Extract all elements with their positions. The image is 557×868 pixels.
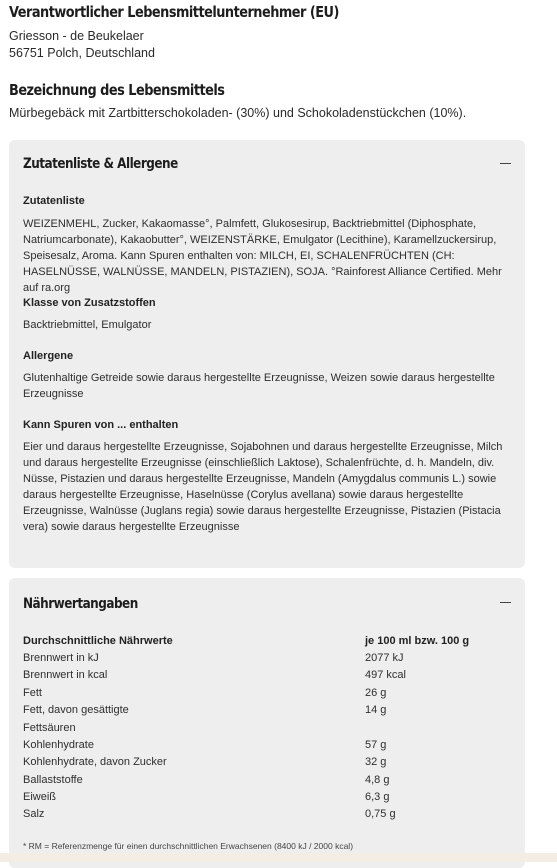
table-row — [23, 669, 513, 686]
collapse-icon[interactable] — [500, 602, 511, 603]
nutrition-panel — [9, 578, 525, 868]
nutrient-value: 6,3 g — [365, 791, 390, 803]
nutrient-value: 2077 kJ — [365, 652, 404, 664]
ingredients-allergens-panel — [9, 140, 525, 568]
nutrient-label: Eiweiß — [23, 791, 57, 803]
ingredients-text: WEIZENMEHL, Zucker, Kakaomasse°, Palmfett, Glukosesirup, Backtriebmittel (Diphosphate, Natriumcarbonate), Kakaobutter°, WEIZENSTÄRKE, Emulgator (Lecithine), Karamellzuckersirup, Speisesalz, Aroma. Kann Spuren enthalten von: MILCH, EI, SCHALENFRÜCHTEN (CH: HASELNÜSSE, WALNÜSSE, MANDELN, PISTAZIEN), SOJA. °Rainforest Alliance Certified. Mehr auf ra.org — [23, 218, 502, 294]
nutrient-value: 497 kcal — [365, 669, 406, 681]
nutrient-value: 32 g — [365, 756, 387, 768]
traces-text: Eier und daraus hergestellte Erzeugnisse, Sojabohnen und daraus hergestellte Erzeugnisse, Milch und daraus hergestellte Erzeugnisse (einschließlich Laktose), Schalenfrüchte, d. h. Mandeln, div. Nüsse, Pistazien und daraus hergestellte Erzeugnisse, Mandeln (Amygdalus communis L.) sowie daraus hergestellte Erzeugnisse, Haselnüsse (Corylus avellana) sowie daraus hergestellte Erzeugnisse, Walnüsse (Juglans regia) sowie daraus hergestellte Erzeugnisse, Pistazien (Pistacia vera) sowie daraus hergestellte Erzeugnisse — [23, 441, 503, 533]
table-row — [23, 704, 513, 721]
operator-address: 56751 Polch, Deutschland — [9, 46, 155, 60]
nutrient-label: Fett — [23, 687, 42, 699]
table-row — [23, 808, 513, 825]
traces-label: Kann Spuren von ... enthalten — [23, 419, 179, 431]
allergens-label: Allergene — [23, 350, 74, 362]
table-row — [23, 687, 513, 704]
nutrient-value: 4,8 g — [365, 774, 390, 786]
nutrient-label: Ballaststoffe — [23, 774, 83, 786]
nutrient-value: 57 g — [365, 739, 387, 751]
nutrient-value: 0,75 g — [365, 808, 396, 820]
ingredients-label: Zutatenliste — [23, 195, 85, 207]
table-row — [23, 722, 513, 739]
nutrient-label: Brennwert in kcal — [23, 669, 108, 681]
allergens-text: Glutenhaltige Getreide sowie daraus hergestellte Erzeugnisse, Weizen sowie daraus hergestellte Erzeugnisse — [23, 372, 495, 400]
nutrition-header-value: je 100 ml bzw. 100 g — [365, 635, 470, 647]
table-row — [23, 652, 513, 669]
nutrient-value: 14 g — [365, 704, 387, 716]
operator-heading: Verantwortlicher Lebensmittelunternehmer (EU) — [9, 3, 339, 21]
table-row — [23, 791, 513, 808]
nutrient-label: Fett, davon gesättigte — [23, 704, 129, 716]
additive-class-text: Backtriebmittel, Emulgator — [23, 319, 152, 331]
additive-class-label: Klasse von Zusatzstoffen — [23, 297, 156, 309]
nutrient-label: Brennwert in kJ — [23, 652, 99, 664]
nutrition-table-header — [23, 635, 513, 652]
nutrient-label: Kohlenhydrate — [23, 739, 94, 751]
nutrition-footnote: * RM = Referenzmenge für einen durchschnittlichen Erwachsenen (8400 kJ / 2000 kcal) — [23, 841, 354, 851]
nutrient-label: Kohlenhydrate, davon Zucker — [23, 756, 167, 768]
nutrient-label: Salz — [23, 808, 45, 820]
page-bottom-bar — [0, 853, 557, 862]
collapse-icon[interactable] — [500, 163, 511, 164]
nutrition-panel-title[interactable]: Nährwertangaben — [23, 596, 138, 612]
nutrient-label: Fettsäuren — [23, 722, 76, 734]
table-row — [23, 739, 513, 756]
nutrient-value: 26 g — [365, 687, 387, 699]
ingredients-panel-title[interactable]: Zutatenliste & Allergene — [23, 156, 178, 172]
table-row — [23, 756, 513, 773]
designation-text: Mürbegebäck mit Zartbitterschokoladen- (30%) und Schokoladenstückchen (10%). — [9, 106, 467, 120]
nutrition-header-label: Durchschnittliche Nährwerte — [23, 635, 173, 647]
operator-name: Griesson - de Beukelaer — [9, 29, 144, 43]
designation-heading: Bezeichnung des Lebensmittels — [9, 81, 225, 99]
table-row — [23, 774, 513, 791]
